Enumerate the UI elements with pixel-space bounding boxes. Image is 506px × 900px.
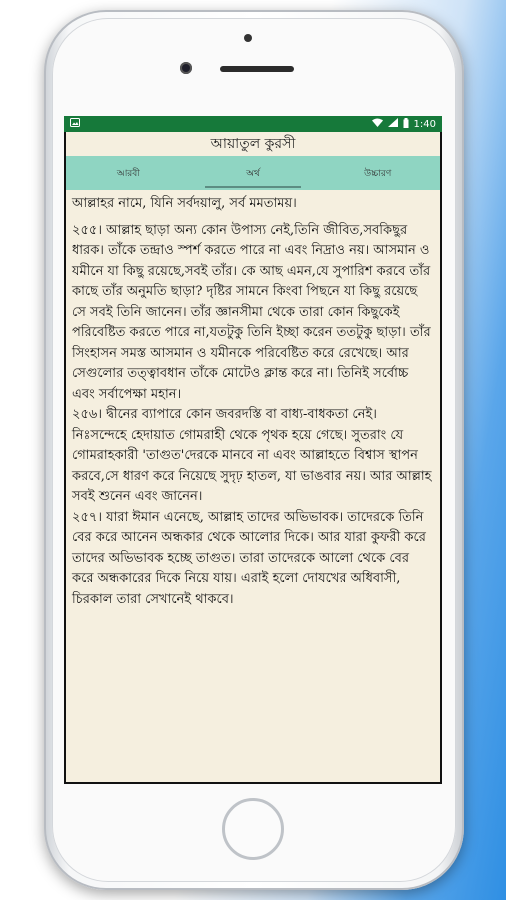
app-content (66, 132, 440, 782)
earpiece-speaker (220, 66, 294, 72)
front-camera (180, 62, 192, 74)
verse-255: ২৫৫। আল্লাহ ছাড়া অন্য কোন উপাস্য নেই,তিনি জীবিত,সবকিছুর ধারক। তাঁকে তন্দ্রাও স্পর্শ করতে পারে না এবং নিদ্রাও নয়। আসমান ও যমীনে যা কিছু রয়েছে,সবই তাঁর। কে আছ এমন,যে সুপারিশ করবে তাঁর কাছে তাঁর অনুমতি ছাড়া? দৃষ্টির সামনে কিংবা পিছনে যা কিছু রয়েছে সে সবই তিনি জানেন। তাঁর জ্ঞানসীমা থেকে তারা কোন কিছুকেই পরিবেষ্টিত করতে পারে না,যতটুকু তিনি ইচ্ছা করেন ততটুকু ছাড়া। তাঁর সিংহাসন সমস্ত আসমান ও যমীনকে পরিবেষ্টিত করে রেখেছে। আর সেগুলোর তত্ত্বাবধান তাঁকে মোটেও ক্লান্ত করে না। তিনিই সর্বোচ্চ এবং সর্বাপেক্ষা মহান। (72, 222, 431, 402)
bismillah-line: আল্লাহর নামে, যিনি সর্বদয়ালু, সর্ব মমতাময়। (72, 196, 297, 211)
verse-257: ২৫৭। যারা ঈমান এনেছে, আল্লাহ তাদের অভিভাবক। তাদেরকে তিনি বের করে আনেন অন্ধকার থেকে আলোর দিকে। আর যারা কুফরী করে তাদের অভিভাবক হচ্ছে তাগুত। তারা তাদেরকে আলো থেকে বের করে অন্ধকারের দিকে নিয়ে যায়। এরাই হলো দোযখের অধিবাসী, চিরকাল তারা সেখানেই থাকবে। (72, 509, 426, 607)
home-button[interactable] (222, 798, 284, 860)
front-sensor (244, 34, 252, 42)
battery-icon (403, 118, 409, 131)
tab-pronunciation[interactable]: উচ্চারণ (364, 168, 392, 179)
translation-text (66, 190, 440, 610)
tab-meaning[interactable]: অর্থ (191, 156, 316, 190)
clock-time: 1:40 (413, 118, 436, 130)
tab-arabic[interactable]: আরবী (116, 168, 140, 179)
wifi-icon (372, 118, 383, 130)
signal-icon (388, 118, 398, 130)
phone-screen (64, 116, 442, 784)
tab-bar (66, 156, 440, 190)
status-icons (372, 118, 436, 131)
image-notification-icon (70, 118, 80, 130)
status-bar (64, 116, 442, 132)
page-title: আয়াতুল কুরসী (66, 132, 440, 156)
verse-256: ২৫৬। দ্বীনের ব্যাপারে কোন জবরদস্তি বা বাধ্য-বাধকতা নেই। নিঃসন্দেহে হেদায়াত গোমরাহী থেকে পৃথক হয়ে গেছে। সুতরাং যে গোমরাহকারী 'তাগুত'দেরকে মানবে না এবং আল্লাহতে বিশ্বাস স্থাপন করবে,সে ধারণ করে নিয়েছে সুদৃঢ় হাতল, যা ভাঙবার নয়। আর আল্লাহ সবই শুনেন এবং জানেন। (72, 407, 432, 504)
